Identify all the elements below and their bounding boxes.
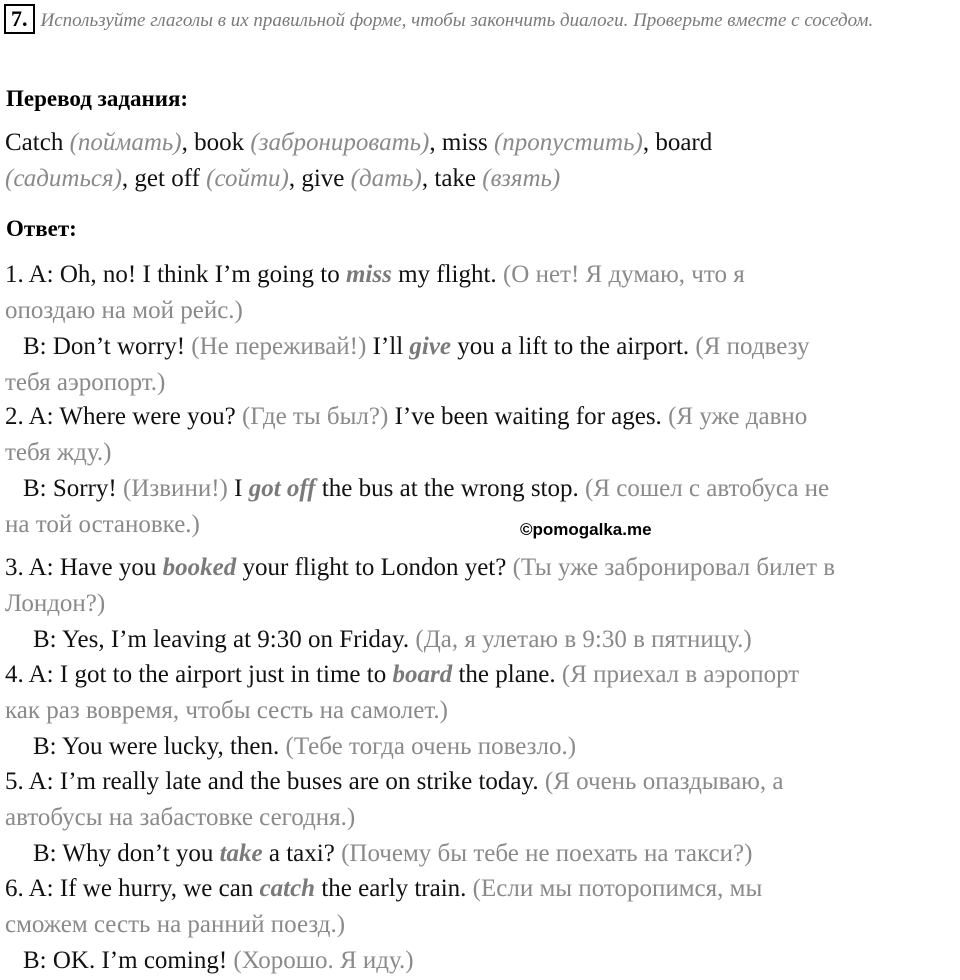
task-number: 7. <box>4 4 35 34</box>
dialogue-4-b: B: You were lucky, then. (Тебе тогда очень повезло.) <box>33 733 577 760</box>
dialogue-2-b-cont: на той остановке.) <box>5 511 200 538</box>
dialogue-1-a-cont: опоздаю на мой рейс.) <box>5 297 243 324</box>
dialogue-3-a-cont: Лондон?) <box>5 590 106 617</box>
translation-heading: Перевод задания: <box>6 86 189 111</box>
dialogue-1-a: 1. A: Oh, no! I think I’m going to miss my flight. (О нет! Я думаю, что я <box>5 261 745 288</box>
dialogue-2-a-cont: тебя жду.) <box>5 439 112 466</box>
dialogue-6-b: B: OK. I’m coming! (Хорошо. Я иду.) <box>23 947 414 974</box>
dialogue-1-b-cont: тебя аэропорт.) <box>5 369 166 396</box>
translation-line-1: Catch (поймать), book (забронировать), miss (пропустить), board <box>5 129 713 156</box>
dialogue-5-a: 5. A: I’m really late and the buses are on strike today. (Я очень опаздываю, а <box>5 768 784 795</box>
dialogue-5-b: B: Why don’t you take a taxi? (Почему бы тебе не поехать на такси?) <box>33 840 753 867</box>
dialogue-5-a-cont: автобусы на забастовке сегодня.) <box>5 804 356 831</box>
task-instruction <box>4 4 954 36</box>
dialogue-4-a-cont: как раз вовремя, чтобы сесть на самолет.) <box>5 697 448 724</box>
watermark: ©pomogalka.me <box>520 520 652 539</box>
dialogue-6-a-cont: сможем сесть на ранний поезд.) <box>5 911 346 938</box>
dialogue-1-b: B: Don’t worry! (Не переживай!) I’ll give you a lift to the airport. (Я подвезу <box>23 333 810 360</box>
answer-heading: Ответ: <box>6 216 77 241</box>
dialogue-2-b: B: Sorry! (Извини!) I got off the bus at the wrong stop. (Я сошел с автобуса не <box>23 475 830 502</box>
translation-line-2: (садиться), get off (сойти), give (дать), take (взять) <box>5 165 561 192</box>
dialogue-4-a: 4. A: I got to the airport just in time to board the plane. (Я приехал в аэропорт <box>5 661 800 688</box>
dialogue-2-a: 2. A: Where were you? (Где ты был?) I’ve been waiting for ages. (Я уже давно <box>5 403 808 430</box>
dialogue-3-a: 3. A: Have you booked your flight to London yet? (Ты уже забронировал билет в <box>5 554 836 581</box>
task-text: Используйте глаголы в их правильной форме, чтобы закончить диалоги. Проверьте вместе с соседом. <box>40 10 874 31</box>
dialogue-3-b: B: Yes, I’m leaving at 9:30 on Friday. (Да, я улетаю в 9:30 в пятницу.) <box>33 626 752 653</box>
dialogue-6-a: 6. A: If we hurry, we can catch the early train. (Если мы поторопимся, мы <box>5 875 763 902</box>
